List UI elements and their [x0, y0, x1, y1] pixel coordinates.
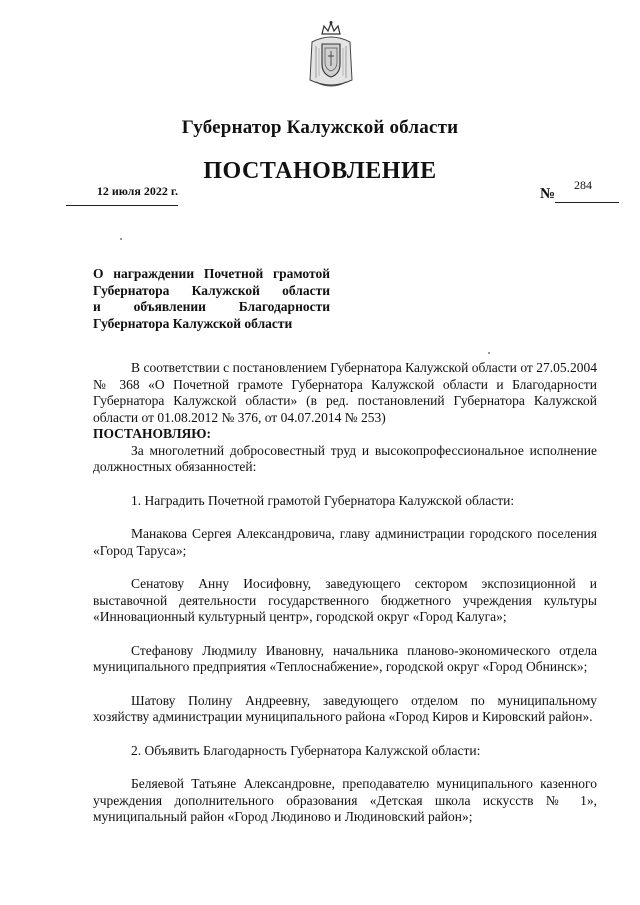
document-body	[93, 360, 597, 826]
award-entry: Сенатову Анну Иосифовну, заведующего сектором экспозиционной и выставочной деятельности государственного бюджетного учреждения культуры «Инновационный культурный центр», городской округ «Город Калуга»;	[93, 576, 597, 624]
preamble-paragraph: В соответствии с постановлением Губернатора Калужской области от 27.05.2004 № 368 «О Почетной грамоте Губернатора Калужской области и Благодарности Губернатора Калужской области» (в ред. постановлений Губернатора Калужской области от 01.08.2012 № 376, от 04.07.2014 № 253)	[93, 360, 597, 425]
subject-line: и объявлении Благодарности	[93, 299, 330, 314]
document-date: 12 июля 2022 г.	[66, 184, 178, 206]
subject-line: Губернатора Калужской области	[93, 315, 293, 331]
item-1-heading: 1. Наградить Почетной грамотой Губернатора Калужской области:	[131, 492, 515, 508]
scan-speck	[120, 238, 122, 240]
scan-speck	[488, 352, 490, 354]
kaluga-coat-of-arms-icon	[306, 20, 356, 92]
award-entry: Шатову Полину Андреевну, заведующего отделом по муниципальному хозяйству администрации муниципального района «Город Киров и Кировский район».	[93, 692, 597, 724]
document-type-heading: ПОСТАНОВЛЕНИЕ	[203, 158, 437, 184]
basis-paragraph: За многолетний добросовестный труд и высокопрофессиональное исполнение должностных обязанностей:	[93, 442, 597, 474]
document-number: 284	[574, 178, 592, 192]
decree-word: ПОСТАНОВЛЯЮ:	[93, 426, 211, 441]
thanks-entry: Беляевой Татьяне Александровне, преподавателю муниципального казенного учреждения дополнительного образования «Детская школа искусств № 1», муниципальный район «Город Людиново и Людиновский район»;	[93, 776, 597, 824]
item-2-heading: 2. Объявить Благодарность Губернатора Калужской области:	[131, 742, 481, 758]
subject-line: Губернатора Калужской области	[93, 282, 330, 298]
subject-line: О награждении Почетной грамотой	[93, 266, 330, 281]
award-entry: Стефанову Людмилу Ивановну, начальника планово-экономического отдела муниципального предприятия «Теплоснабжение», городской округ «Город Обнинск»;	[93, 642, 597, 674]
issuer-title: Губернатор Калужской области	[181, 117, 459, 138]
number-sign: №	[540, 186, 556, 202]
number-underline	[555, 202, 619, 203]
document-subject	[93, 266, 330, 332]
award-entry: Манакова Сергея Александровича, главу администрации городского поселения «Город Таруса»;	[93, 526, 597, 558]
